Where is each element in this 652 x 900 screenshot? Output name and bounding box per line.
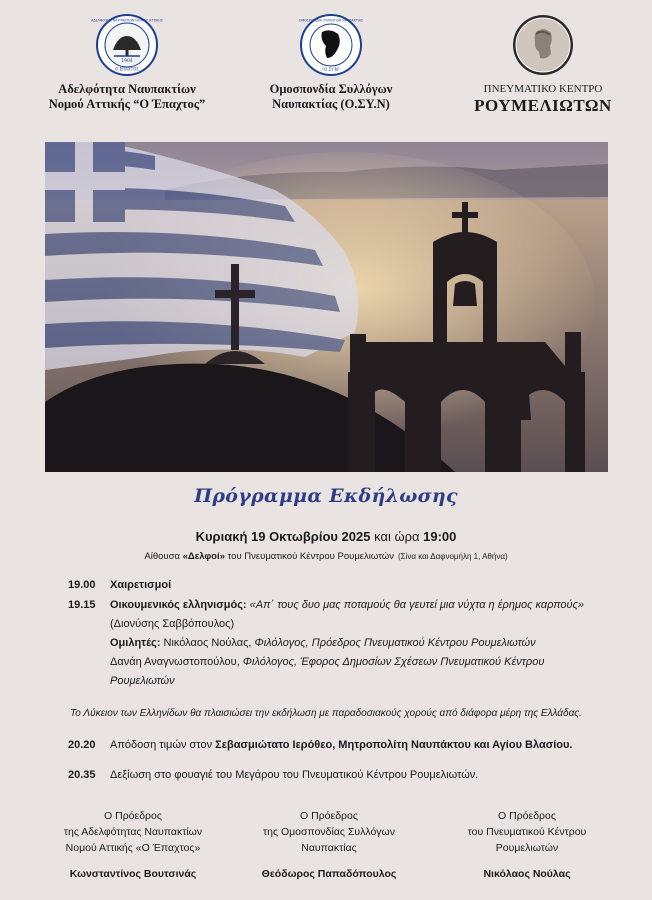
signature-org-cont: Νομού Αττικής «Ο Έπαχτος» (65, 842, 201, 854)
schedule-time: 20.20 (68, 739, 96, 751)
signature-federation (224, 808, 434, 882)
signature-name: Θεόδωρος Παπαδόπουλος (261, 868, 397, 880)
event-venue (0, 551, 652, 562)
signature-name: Κωνσταντίνος Βουτσινάς (69, 868, 197, 880)
schedule-description (110, 596, 620, 691)
speaker2-role-continued: Ρουμελιωτών (110, 675, 175, 687)
schedule-time: 19.15 (68, 599, 96, 611)
brotherhood-seal-icon (91, 14, 163, 76)
signature-brotherhood (28, 808, 238, 882)
brotherhood-caption (22, 82, 232, 112)
signature-org: της Ομοσπονδίας Συλλόγων (262, 826, 396, 838)
venue-address: (Σίνα και Δαφνομήλη 1, Αθήνα) (397, 552, 508, 561)
svg-text:1904: 1904 (121, 59, 133, 64)
schedule-time: 19.00 (68, 579, 96, 591)
signature-name: Νικόλαος Νούλας (483, 868, 571, 880)
federation-seal-icon (300, 14, 362, 76)
svg-text:“Ο.ΣΥ.Ν”: “Ο.ΣΥ.Ν” (322, 67, 340, 72)
church-bell-tower-sunset-image (45, 142, 608, 472)
schedule-description (110, 736, 620, 755)
honoree: Σεβασμιώτατο Ιερόθεο, Μητροπολίτη Ναυπάκτου και Αγίου Βλασίου. (215, 739, 573, 751)
schedule-time: 20.35 (68, 769, 96, 781)
venue-suffix: του Πνευματικού Κέντρου Ρουμελιωτών (224, 551, 394, 562)
dance-note: Το Λύκειον των Ελληνίδων θα πλαισιώσει την εκδήλωση με παραδοσιακούς χορούς από διάφορα μέρη της Ελλάδας. (70, 708, 582, 719)
svg-text:Ο ΕΠΑΧΤΟΣ: Ο ΕΠΑΧΤΟΣ (115, 66, 139, 72)
signature-org: της Αδελφότητας Ναυπακτίων (63, 826, 203, 838)
spiritual-centre-caption-line2: ΡΟΥΜΕΛΙΩΤΩΝ (474, 96, 612, 115)
signature-title: Ο Πρόεδρος (498, 810, 556, 822)
spiritual-centre-caption (438, 82, 648, 115)
federation-caption (226, 82, 436, 112)
venue-hall-name: «Δελφοί» (182, 551, 225, 562)
event-date-time: 19:00 (423, 529, 457, 544)
federation-caption-line1: Ομοσπονδία Συλλόγων (269, 82, 393, 96)
program-title: Πρόγραμμα Εκδήλωσης (194, 485, 458, 507)
brotherhood-caption-line1: Αδελφότητα Ναυπακτίων (58, 82, 196, 96)
logo-brotherhood (22, 14, 232, 112)
schedule-quote: «Απ΄ τους δυο μας ποταμούς θα γευτεί μια νύχτα η έρημος καρπούς» (246, 599, 585, 611)
logo-federation (226, 14, 436, 112)
speaker2-name: Δανάη Αναγνωστοπούλου, (110, 656, 240, 668)
honour-prefix: Απόδοση τιμών στον (110, 739, 216, 751)
brotherhood-caption-line2: Νομού Αττικής “Ο Έπαχτος” (48, 97, 206, 111)
schedule-quote-author: (Διονύσης Σαββόπουλος) (110, 618, 235, 630)
speaker2-role: Φιλόλογος, Έφορος Δημοσίων Σχέσεων Πνευματικού Κέντρου (239, 656, 545, 668)
signature-org: του Πνευματικού Κέντρου (467, 826, 587, 838)
schedule-title: Οικουμενικός ελληνισμός: (110, 599, 247, 611)
event-date (0, 529, 652, 544)
hero-photo (45, 142, 608, 472)
spiritual-centre-caption-line1: ΠΝΕΥΜΑΤΙΚΟ ΚΕΝΤΡΟ (483, 83, 603, 95)
signature-title: Ο Πρόεδρος (104, 810, 162, 822)
svg-text:ΑΔΕΛΦΟΤΗΣ ΝΑΥΠΑΚΤΙΩΝ ΝΟΜΟΥ ΑΤΤ: ΑΔΕΛΦΟΤΗΣ ΝΑΥΠΑΚΤΙΩΝ ΝΟΜΟΥ ΑΤΤΙΚΗΣ (91, 18, 163, 23)
speaker1-name: Νικόλαος Νούλας, (160, 637, 252, 649)
speaker1-role: Φιλόλογος, Πρόεδρος Πνευματικού Κέντρου Ρουμελιωτών (251, 637, 536, 649)
spiritual-centre-seal-icon (512, 14, 574, 76)
logo-spiritual-centre (438, 14, 648, 115)
signature-org-cont: Ναυπακτίας (301, 842, 357, 854)
schedule-title: Χαιρετισμοί (110, 579, 172, 591)
venue-prefix: Αίθουσα (144, 551, 183, 562)
federation-caption-line2: Ναυπακτίας (Ο.ΣΥ.Ν) (272, 97, 390, 111)
speakers-label: Ομιλητές: (110, 637, 161, 649)
event-date-connector: και ώρα (370, 529, 424, 544)
signature-title: Ο Πρόεδρος (300, 810, 358, 822)
header-logos (0, 14, 652, 124)
svg-text:ΟΜΟΣΠΟΝΔΙΑ ΣΥΛΛΟΓΩΝ ΝΑΥΠΑΚΤΙΑΣ: ΟΜΟΣΠΟΝΔΙΑ ΣΥΛΛΟΓΩΝ ΝΑΥΠΑΚΤΙΑΣ (298, 18, 364, 23)
event-date-day: Κυριακή 19 Οκτωβρίου 2025 (195, 529, 371, 544)
schedule-description: Δεξίωση στο φουαγιέ του Μεγάρου του Πνευματικού Κέντρου Ρουμελιωτών. (110, 769, 479, 781)
signature-spiritual-centre (422, 808, 632, 882)
schedule-item-2 (68, 596, 613, 696)
signature-org-cont: Ρουμελιωτών (495, 842, 559, 854)
